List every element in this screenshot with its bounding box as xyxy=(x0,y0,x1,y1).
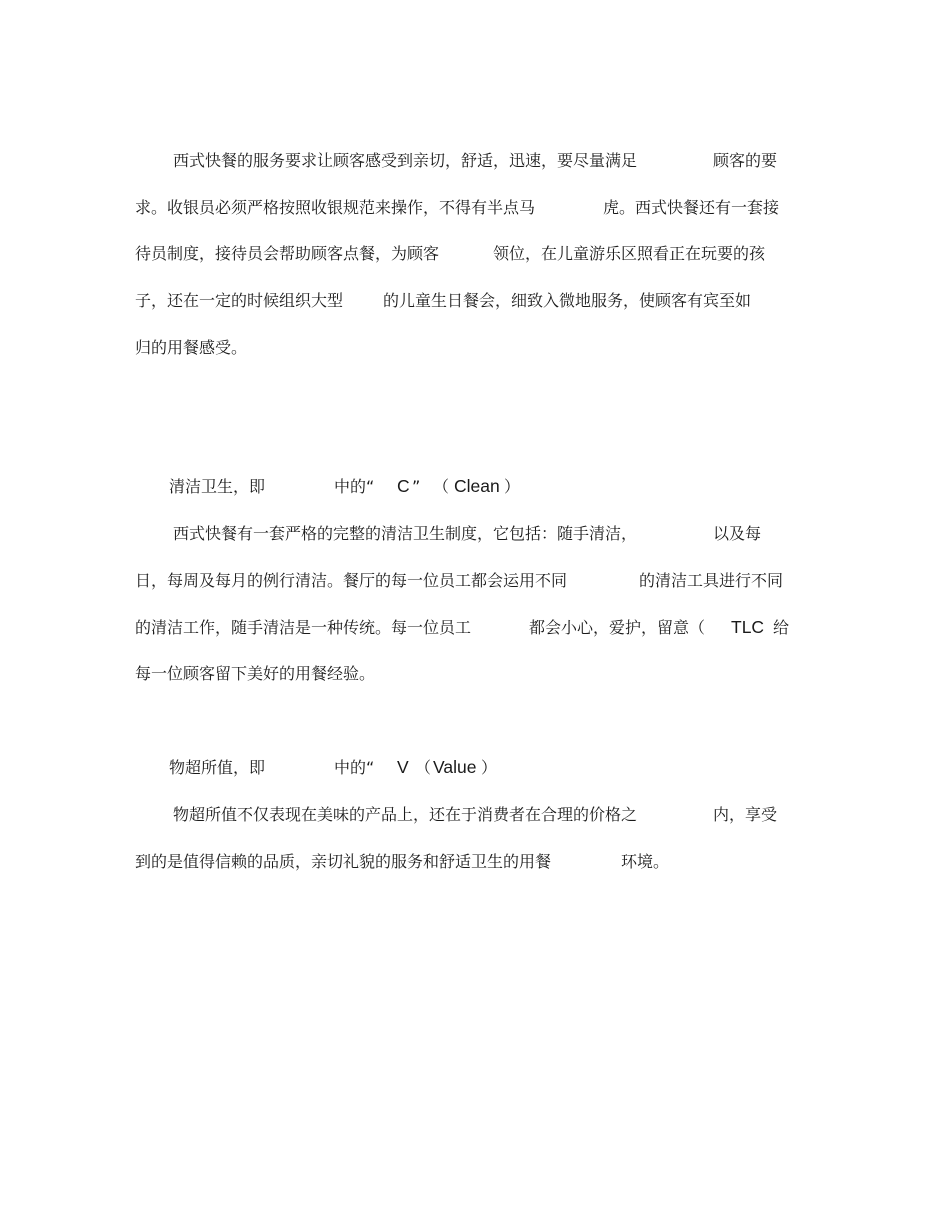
text-segment: 西式快餐有一套严格的完整的清洁卫生制度，它包括：随手清洁， xyxy=(173,524,638,543)
text-segment: 以及每 xyxy=(713,524,762,543)
text-segment: 到的是值得信赖的品质，亲切礼貌的服务和舒适卫生的用餐 xyxy=(135,852,552,871)
heading-letter: V xyxy=(397,757,409,777)
text-segment: 顾客的要 xyxy=(713,151,778,170)
heading-prefix: 物超所值，即 xyxy=(169,758,266,777)
heading-letter: C xyxy=(397,476,410,496)
heading-close-paren: ） xyxy=(504,477,521,496)
heading-word: Clean xyxy=(454,476,500,496)
text-segment: 领位，在儿童游乐区照看正在玩要的孩 xyxy=(493,244,766,263)
text-segment: 每一位顾客留下美好的用餐经验。 xyxy=(135,664,376,683)
text-segment: 求。收银员必须严格按照收银规范来操作，不得有半点马 xyxy=(135,198,536,217)
text-segment: 西式快餐的服务要求让顾客感受到亲切，舒适，迅速，要尽量满足 xyxy=(173,151,638,170)
heading-open-paren: （ xyxy=(433,477,450,496)
text-segment: 环境。 xyxy=(621,852,670,871)
text-segment: 的清洁工具进行不同 xyxy=(639,571,784,590)
heading-prefix: 清洁卫生，即 xyxy=(169,477,266,496)
heading-middle: 中的“ xyxy=(334,477,375,496)
text-segment: TLC xyxy=(731,617,765,637)
text-segment: 给 xyxy=(773,618,790,637)
heading-open-paren: （ xyxy=(415,758,432,777)
text-segment: 的儿童生日餐会，细致入微地服务，使顾客有宾至如 xyxy=(383,291,752,310)
text-segment: 子，还在一定的时候组织大型 xyxy=(135,291,344,310)
heading-close-quote: ” xyxy=(412,477,421,496)
text-segment: 日，每周及每月的例行清洁。餐厅的每一位员工都会运用不同 xyxy=(135,571,568,590)
heading-word: Value xyxy=(433,757,477,777)
heading-close-paren: ） xyxy=(481,758,498,777)
text-segment: 物超所值不仅表现在美味的产品上，还在于消费者在合理的价格之 xyxy=(173,805,638,824)
text-segment: 归的用餐感受。 xyxy=(135,338,248,357)
text-segment: 虎。西式快餐还有一套接 xyxy=(603,198,780,217)
text-segment: 都会小心，爱护，留意（ xyxy=(529,618,706,637)
heading-middle: 中的“ xyxy=(334,758,375,777)
text-segment: 内，享受 xyxy=(713,805,778,824)
text-segment: 的清洁工作，随手清洁是一种传统。每一位员工 xyxy=(135,618,472,637)
text-segment: 待员制度，接待员会帮助顾客点餐，为顾客 xyxy=(135,244,440,263)
